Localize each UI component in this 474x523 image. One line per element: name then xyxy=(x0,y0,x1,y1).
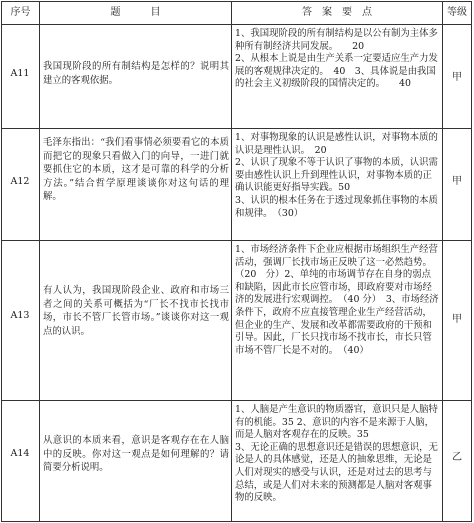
header-id: 序号 xyxy=(10,7,31,18)
question-text: 有人认为，我国现阶段企业、政府和市场三者之间的关系可概括为“厂长不找市长找市场，市长不管厂长管市场。”谈谈你对这一观点的认识。 xyxy=(43,285,229,337)
header-grade: 等级 xyxy=(447,7,467,18)
answer-point: 1、我国现阶段的所有制结构是以公有制为主体多种所有制经济共同发展。 20 xyxy=(235,28,438,52)
row-id: A11 xyxy=(10,68,30,79)
answer-key-table xyxy=(1,1,472,522)
row-id: A12 xyxy=(10,176,30,187)
answer-points xyxy=(235,28,439,91)
column-divider xyxy=(231,2,232,521)
column-divider xyxy=(39,2,40,521)
answer-point: 1、对事物现象的认识是感性认识，对事物本质的认识是理性认识。 20 xyxy=(235,132,438,156)
answer-point: 1、市场经济条件下企业应根据市场组织生产经营活动，强调厂长找市场正反映了这一必然趋势。 （20 分）2、单纯的市场调节存在自身的弱点和缺陷，因此市长应管市场，即政府要对市场经济的发展进行宏观调控。 （40 分） 3、市场经济条件下，政府不应直接管理企业生产经营活动，但企业的生产、发展和改革都需要政府的干预和引导。因此，厂长只找市场不找市长，市长只管市场不管厂长是不对的。 （40） xyxy=(235,244,439,356)
header-answer: 答 案 要 点 xyxy=(302,7,372,18)
grade-value: 甲 xyxy=(452,72,462,83)
row-id: A14 xyxy=(10,448,30,459)
row-divider xyxy=(2,400,471,401)
question-text: 我国现阶段的所有制结构是怎样的？说明其建立的客观依据。 xyxy=(43,61,229,86)
row-divider xyxy=(2,128,471,129)
grade-value: 乙 xyxy=(452,452,462,463)
answer-point: 3、无论正确的思想意识还是错误的思想意识，无论是人的具体感觉，还是人的抽象思维，无论是人们对现实的感受与认识，还是对过去的思考与总结，或是人们对未来的预测都是人脑对客观事物的反映。 xyxy=(235,441,438,504)
answer-points xyxy=(235,404,439,505)
question-text: 从意识的本质来看，意识是客观存在在人脑中的反映。你对这一观点是如何理解的？请简要分析说明。 xyxy=(43,435,229,474)
header-question: 题 目 xyxy=(110,7,161,18)
row-divider xyxy=(2,240,471,241)
answer-point: 1、人脑是产生意识的物质器官，意识只是人脑特有的机能。35 2、意识的内容不是来源于人脑，而是人脑对客观存在的反映。35 xyxy=(235,404,438,441)
grade-value: 甲 xyxy=(452,176,462,187)
question-text: 毛泽东指出：“我们看事情必须要看它的本质而把它的现象只看做入门的向导，一进门就要抓住它的本质，这才是可靠的科学的分析方法。”结合哲学原理谈谈你对这句话的理解。 xyxy=(43,137,229,203)
answer-points xyxy=(235,132,439,220)
answer-points xyxy=(235,244,439,357)
answer-point: 2、从根本上说是由生产关系一定要适应生产力发展的客观规律决定的。 40 3、具体说是由我国的社会主义初级阶段的国情决定的。 40 xyxy=(235,53,438,90)
row-divider xyxy=(2,24,471,25)
answer-point: 2、认识了现象不等于认识了事物的本质，认识需要由感性认识上升到理性认识，对事物本质的正确认识能更好指导实践。50 xyxy=(235,157,438,194)
grade-value: 甲 xyxy=(452,314,462,325)
answer-point: 3、认识的根本任务在于透过现象抓住事物的本质和规律。 （30） xyxy=(235,194,438,219)
row-id: A13 xyxy=(10,310,30,321)
